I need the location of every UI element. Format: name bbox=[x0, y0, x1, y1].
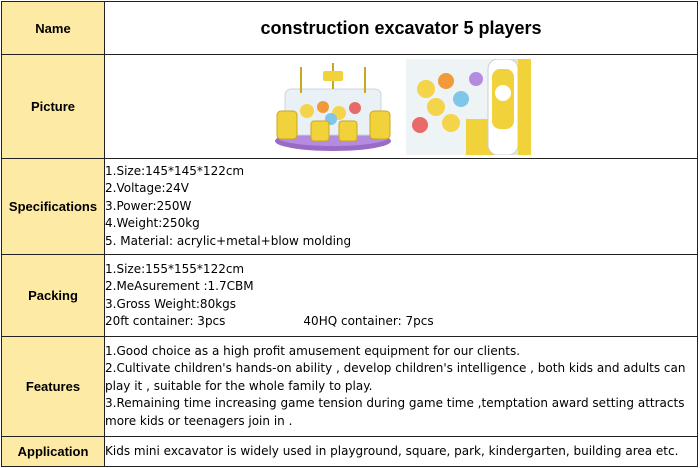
label-packing: Packing bbox=[2, 255, 105, 337]
label-specifications: Specifications bbox=[2, 159, 105, 255]
spec-line: 5. Material: acrylic+metal+blow molding bbox=[105, 233, 352, 248]
row-features bbox=[2, 337, 698, 437]
picture-cell bbox=[105, 55, 698, 159]
container-20ft: 20ft container: 3pcs bbox=[105, 314, 226, 328]
row-specifications bbox=[2, 159, 698, 255]
row-packing bbox=[2, 255, 698, 337]
feature-line: 2.Cultivate children's hands-on ability , develop children's intelligence , both kids and adults can play it , suitable for the whole family to play. bbox=[105, 361, 686, 393]
application-value: Kids mini excavator is widely used in playground, square, park, kindergarten, building area etc. bbox=[105, 437, 698, 467]
packing-containers bbox=[105, 313, 697, 331]
features-cell bbox=[105, 337, 698, 437]
label-features: Features bbox=[2, 337, 105, 437]
feature-line: 3.Remaining time increasing game tension during game time ,temptation award setting attracts more kids or teenagers join in . bbox=[105, 396, 685, 428]
label-application: Application bbox=[2, 437, 105, 467]
spec-line: 2.Voltage:24V bbox=[105, 181, 189, 196]
excavator-machine-closeup-image bbox=[406, 59, 531, 155]
excavator-machine-overview-image bbox=[271, 59, 396, 155]
packing-line: 3.Gross Weight:80kgs bbox=[105, 296, 237, 311]
spec-line: 4.Weight:250kg bbox=[105, 216, 200, 231]
container-40hq: 40HQ container: 7pcs bbox=[303, 314, 434, 328]
label-picture: Picture bbox=[2, 55, 105, 159]
packing-line: 2.MeAsurement :1.7CBM bbox=[105, 279, 254, 293]
feature-line: 1.Good choice as a high profit amusement equipment for our clients. bbox=[105, 343, 521, 358]
packing-cell bbox=[105, 255, 698, 337]
picture-gallery bbox=[105, 59, 697, 155]
row-application bbox=[2, 437, 698, 467]
specifications-cell bbox=[105, 159, 698, 255]
product-spec-table bbox=[1, 1, 698, 467]
row-name bbox=[2, 2, 698, 55]
product-name: construction excavator 5 players bbox=[105, 2, 698, 55]
row-picture bbox=[2, 55, 698, 159]
spec-line: 3.Power:250W bbox=[105, 198, 192, 213]
spec-line: 1.Size:145*145*122cm bbox=[105, 163, 245, 178]
label-name: Name bbox=[2, 2, 105, 55]
packing-line: 1.Size:155*155*122cm bbox=[105, 261, 245, 276]
